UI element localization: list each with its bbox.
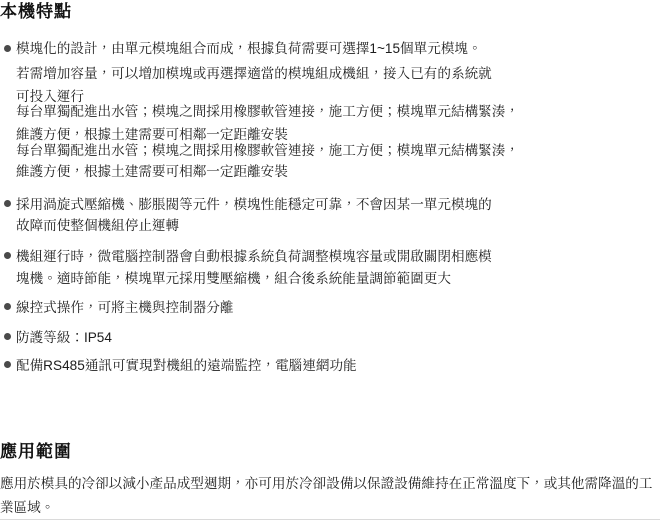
feature-line: 故障而使整個機組停止運轉 bbox=[16, 218, 180, 233]
feature-line: 可投入運行 bbox=[16, 89, 84, 104]
feature-line: 維護方便，根據土建需要可相鄰一定距離安裝 bbox=[16, 164, 288, 179]
bullet-icon bbox=[4, 303, 11, 310]
application-line: 應用於模具的冷卻以減小產品成型週期，亦可用於冷卻設備以保證設備維持在正常溫度下，或其他需降溫的工 bbox=[0, 476, 653, 491]
application-section-title: 應用範圍 bbox=[0, 442, 72, 461]
feature-line: 採用渦旋式壓縮機、膨脹閥等元件，模塊性能穩定可靠，不會因某一單元模塊的 bbox=[16, 197, 492, 212]
feature-line: 模塊化的設計，由單元模塊組合而成，根據負荷需要可選擇1~15個單元模塊。 bbox=[16, 41, 482, 56]
feature-line: 防護等級：IP54 bbox=[16, 330, 112, 345]
bullet-icon bbox=[4, 45, 11, 52]
feature-line: 機組運行時，微電腦控制器會自動根據系統負荷調整模塊容量或開啟關閉相應模 bbox=[16, 249, 492, 264]
feature-line: 維護方便，根據土建需要可相鄰一定距離安裝 bbox=[16, 127, 288, 142]
bullet-icon bbox=[4, 333, 11, 340]
features-section-title: 本機特點 bbox=[0, 2, 72, 21]
bullet-icon bbox=[4, 252, 11, 259]
feature-line: 線控式操作，可將主機與控制器分離 bbox=[16, 300, 234, 315]
application-line: 業區域。 bbox=[0, 500, 55, 515]
feature-line: 塊機。適時節能，模塊單元採用雙壓縮機，組合後系統能量調節範圍更大 bbox=[16, 271, 451, 286]
feature-line: 若需增加容量，可以增加模塊或再選擇適當的模塊組成機組，接入已有的系統就 bbox=[16, 66, 492, 81]
feature-line: 配備RS485通訊可實現對機組的遠端監控，電腦連網功能 bbox=[16, 358, 357, 373]
feature-line: 每台單獨配進出水管；模塊之間採用橡膠軟管連接，施工方便；模塊單元結構緊湊， bbox=[16, 143, 519, 158]
bullet-icon bbox=[4, 361, 11, 368]
feature-line: 每台單獨配進出水管；模塊之間採用橡膠軟管連接，施工方便；模塊單元結構緊湊， bbox=[16, 104, 519, 119]
bullet-icon bbox=[4, 200, 11, 207]
bottom-divider bbox=[0, 519, 660, 520]
